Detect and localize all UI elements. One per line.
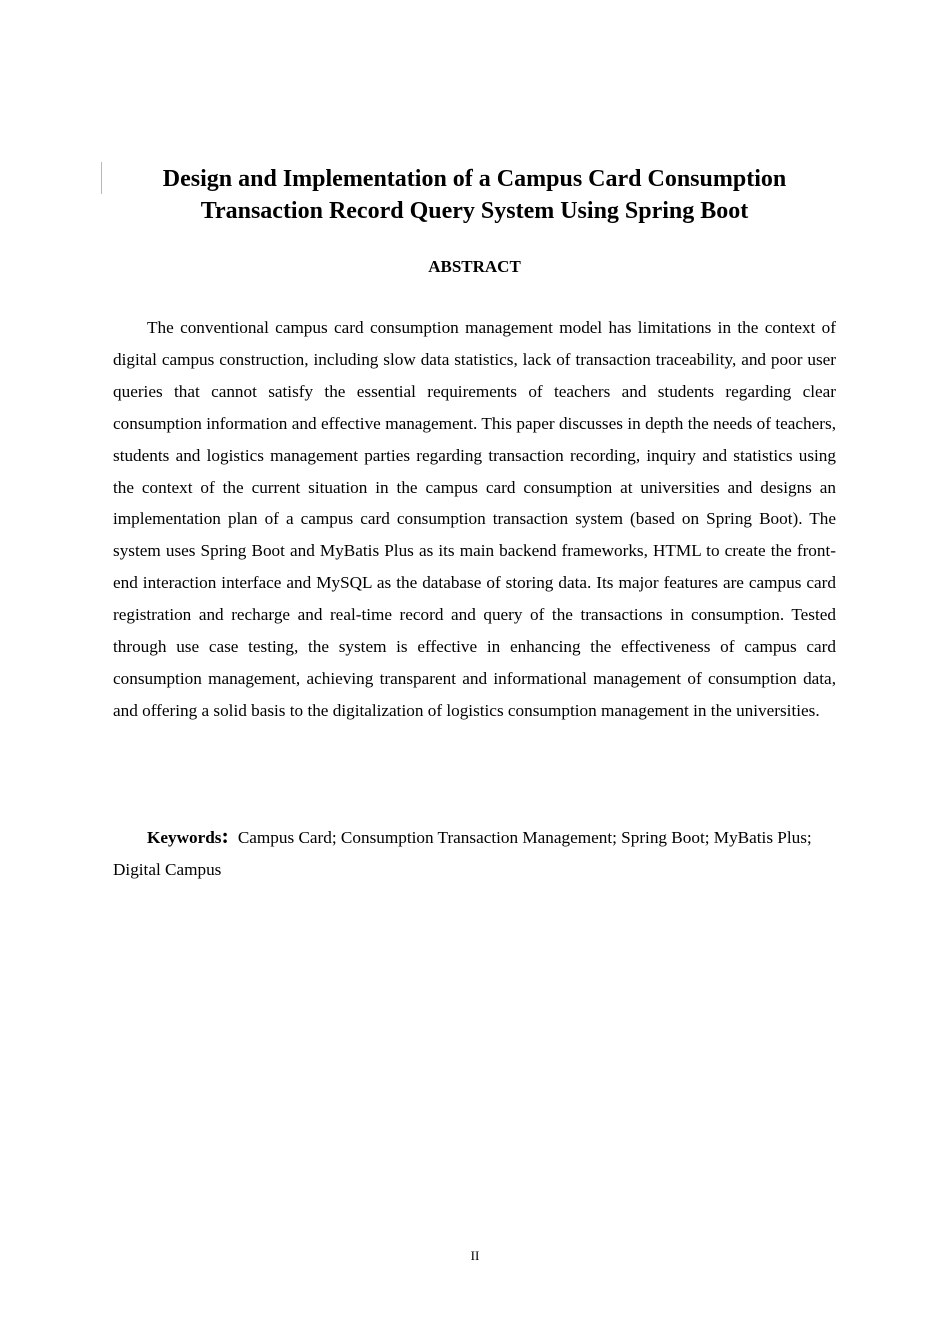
keywords-colon: : (221, 823, 229, 848)
keywords-text: Campus Card; Consumption Transaction Management; Spring Boot; MyBatis Plus; Digital Campus (113, 828, 812, 879)
page-number: II (470, 1248, 480, 1263)
keywords-paragraph (113, 820, 836, 885)
keywords-label: Keywords (147, 828, 222, 847)
paper-title (113, 163, 836, 227)
abstract-body: The conventional campus card consumption management model has limitations in the context of digital campus construction, including slow data statistics, lack of transaction traceability, and poor user queries that cannot satisfy the essential requirements of teachers and students regarding clear consumption information and effective management. This paper discusses in depth the needs of teachers, students and logistics management parties regarding transaction recording, inquiry and statistics using the context of the current situation in the campus card consumption at universities and designs an implementation plan of a campus card consumption transaction system (based on Spring Boot). The system uses Spring Boot and MyBatis Plus as its main backend frameworks, HTML to create the front-end interaction interface and MySQL as the database of storing data. Its major features are campus card registration and recharge and real-time record and query of the transactions in consumption. Tested through use case testing, the system is effective in enhancing the effectiveness of campus card consumption management, achieving transparent and informational management of consumption data, and offering a solid basis to the digitalization of logistics consumption management in the universities. (113, 318, 836, 720)
paper-title-line-2: Transaction Record Query System Using Spring Boot (200, 198, 749, 224)
abstract-heading: ABSTRACT (428, 257, 521, 276)
paper-title-line-1: Design and Implementation of a Campus Card Consumption (162, 166, 787, 192)
margin-marker-line (101, 162, 102, 194)
